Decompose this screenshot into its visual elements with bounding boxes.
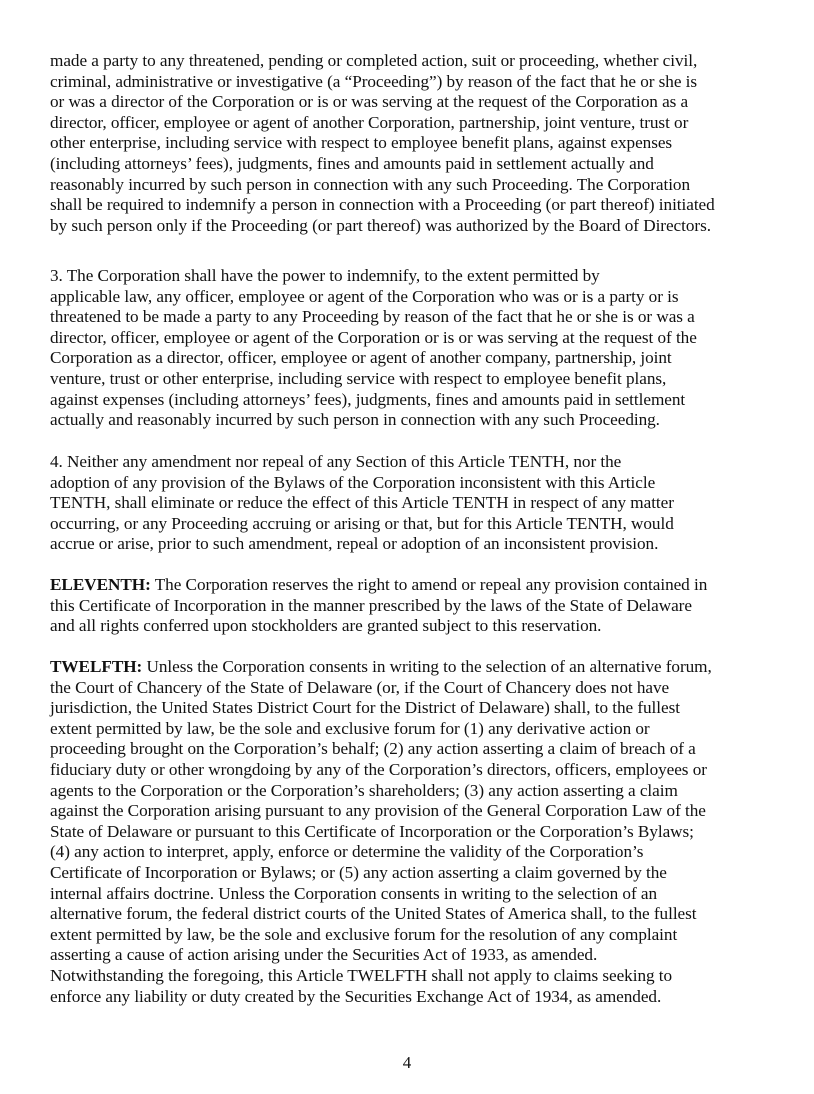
paragraph-indemnification-continuation: made a party to any threatened, pending or completed action, suit or proceeding, whether civil, criminal, administrative or investigative (a “Proceeding”) by reason of the fact that he or she is or was a director of the Corporation or is or was serving at the request of the Corporation as a director, officer, employee or agent of another Corporation, partnership, joint venture, trust or other enterprise, including service with respect to employee benefit plans, against expenses (including attorneys’ fees), judgments, fines and amounts paid in settlement actually and reasonably incurred by such person in connection with any such Proceeding. The Corporation shall be required to indemnify a person in connection with a Proceeding (or part thereof) initiated by such person only if the Proceeding (or part thereof) was authorized by the Board of Directors. [50, 51, 715, 235]
article-twelfth-body: Unless the Corporation consents in writing to the selection of an alternative forum, the Court of Chancery of the State of Delaware (or, if the Court of Chancery does not have jurisdiction, the United States District Court for the District of Delaware) shall, to the fullest extent permitted by law, be the sole and exclusive forum for (1) any derivative action or proceeding brought on the Corporation’s behalf; (2) any action asserting a claim of breach of a fiduciary duty or other wrongdoing by any of the Corporation’s directors, officers, employees or agents to the Corporation or the Corporation’s shareholders; (3) any action asserting a claim against the Corporation arising pursuant to any provision of the General Corporation Law of the State of Delaware or pursuant to this Certificate of Incorporation or the Corporation’s Bylaws; (4) any action to interpret, apply, enforce or determine the validity of the Corporation’s Certificate of Incorporation or Bylaws; or (5) any action asserting a claim governed by the internal affairs doctrine. Unless the Corporation consents in writing to the selection of an alternative forum, the federal district courts of the United States of America shall, to the fullest extent permitted by law, be the sole and exclusive forum for the resolution of any complaint asserting a cause of action arising under the Securities Act of 1933, as amended. Notwithstanding the foregoing, this Article TWELFTH shall not apply to claims seeking to enforce any liability or duty created by the Securities Exchange Act of 1934, as amended. [50, 657, 712, 1006]
article-twelfth-heading: TWELFTH: [50, 657, 143, 676]
article-twelfth [50, 657, 782, 1007]
page-number: 4 [402, 1053, 412, 1072]
paragraph-section-4: 4. Neither any amendment nor repeal of any Section of this Article TENTH, nor the adoption of any provision of the Bylaws of the Corporation inconsistent with this Article TENTH, shall eliminate or reduce the effect of this Article TENTH in respect of any matter occurring, or any Proceeding accruing or arising or that, but for this Article TENTH, would accrue or arise, prior to such amendment, repeal or adoption of an inconsistent provision. [50, 452, 674, 554]
paragraph-section-3: 3. The Corporation shall have the power to indemnify, to the extent permitted by applicable law, any officer, employee or agent of the Corporation who was or is a party or is threatened to be made a party to any Proceeding by reason of the fact that he or she is or was a director, officer, employee or agent of the Corporation or is or was serving at the request of the Corporation as a director, officer, employee or agent of another company, partnership, joint venture, trust or other enterprise, including service with respect to employee benefit plans, against expenses (including attorneys’ fees), judgments, fines and amounts paid in settlement actually and reasonably incurred by such person in connection with any such Proceeding. [50, 266, 697, 430]
article-eleventh [50, 575, 782, 637]
article-eleventh-heading: ELEVENTH: [50, 575, 151, 594]
article-eleventh-body: The Corporation reserves the right to amend or repeal any provision contained in this Certificate of Incorporation in the manner prescribed by the laws of the State of Delaware and all rights conferred upon stockholders are granted subject to this reservation. [50, 575, 708, 636]
